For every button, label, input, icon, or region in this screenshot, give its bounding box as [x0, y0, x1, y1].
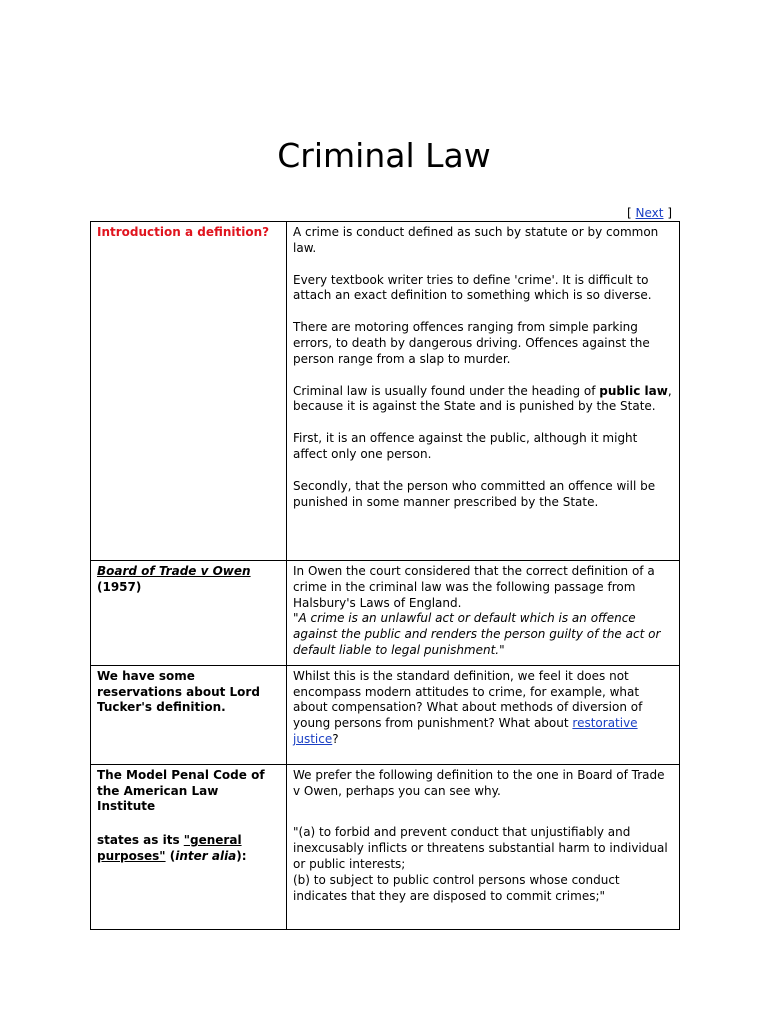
paragraph: We prefer the following definition to the one in Board of Trade v Owen, perhaps you can see why. [293, 767, 665, 798]
paragraph-text: ): [236, 848, 247, 863]
table-row-reservations [91, 665, 680, 764]
model-penal-code-heading: The Model Penal Code of the American Law Institute [97, 767, 265, 814]
paragraph-text: , because it is against the State and is punished by the State. [293, 383, 672, 414]
introduction-heading: Introduction a definition? [97, 225, 270, 239]
public-law-term: public law [599, 383, 668, 398]
clause-b: (b) to subject to public control persons whose conduct indicates that they are disposed to commit crimes;" [293, 872, 620, 903]
halsbury-quote: "A crime is an unlawful act or default which is an offence against the public and renders the person guilty of the act or default liable to legal punishment." [293, 611, 661, 657]
reservations-heading: We have some reservations about Lord Tucker's definition. [97, 668, 260, 715]
clause-a: "(a) to forbid and prevent conduct that unjustifiably and inexcusably inflicts or threatens substantial harm to individual or public interests; [293, 825, 668, 871]
row-content-cell [287, 665, 680, 764]
general-purposes-heading [97, 833, 280, 865]
row-content-cell [287, 764, 680, 929]
paragraph: Secondly, that the person who committed an offence will be punished in some manner prescribed by the State. [293, 478, 656, 509]
paragraph-text: Whilst this is the standard definition, we feel it does not encompass modern attitudes to crime, for example, what about compensation? What about methods of diversion of young persons from punishment? What about [293, 668, 643, 731]
next-link[interactable]: Next [635, 206, 664, 220]
restorative-justice-link[interactable]: restorative justice [293, 716, 638, 746]
page-title: Criminal Law [277, 136, 491, 175]
paragraph-text: states as its [97, 833, 184, 848]
row-heading-cell [91, 561, 287, 666]
paragraph [293, 669, 673, 748]
paragraph-text: ( [165, 848, 176, 863]
page-navigation [627, 205, 672, 221]
paragraph: There are motoring offences ranging from simple parking errors, to death by dangerous driving. Offences against the person range from a slap to murder. [293, 320, 650, 366]
nav-open-bracket: [ [627, 206, 636, 220]
case-year: (1957) [97, 579, 142, 594]
row-content-cell [287, 561, 680, 666]
table-row-case [91, 561, 680, 666]
paragraph: Every textbook writer tries to define 'crime'. It is difficult to attach an exact definition to something which is so diverse. [293, 272, 652, 303]
row-heading-cell [91, 764, 287, 929]
inter-alia-term: inter alia [175, 848, 237, 863]
general-purposes-term: "general purposes" [97, 833, 242, 863]
paragraph-text: ? [332, 731, 339, 746]
nav-close-bracket: ] [663, 206, 672, 220]
row-heading-cell [91, 665, 287, 764]
paragraph-text: Criminal law is usually found under the heading of [293, 383, 600, 398]
table-row-introduction [91, 222, 680, 561]
row-heading-cell [91, 222, 287, 561]
paragraph: First, it is an offence against the public, although it might affect only one person. [293, 431, 638, 461]
paragraph [293, 384, 673, 416]
table-row-model-penal-code [91, 764, 680, 929]
paragraph: A crime is conduct defined as such by statute or by common law. [293, 225, 659, 255]
row-content-cell [287, 222, 680, 561]
case-name: Board of Trade v Owen [97, 564, 251, 578]
case-name-heading [97, 564, 251, 594]
content-table [90, 221, 680, 930]
paragraph: In Owen the court considered that the correct definition of a crime in the criminal law was the following passage from Halsbury's Laws of England. [293, 564, 655, 610]
